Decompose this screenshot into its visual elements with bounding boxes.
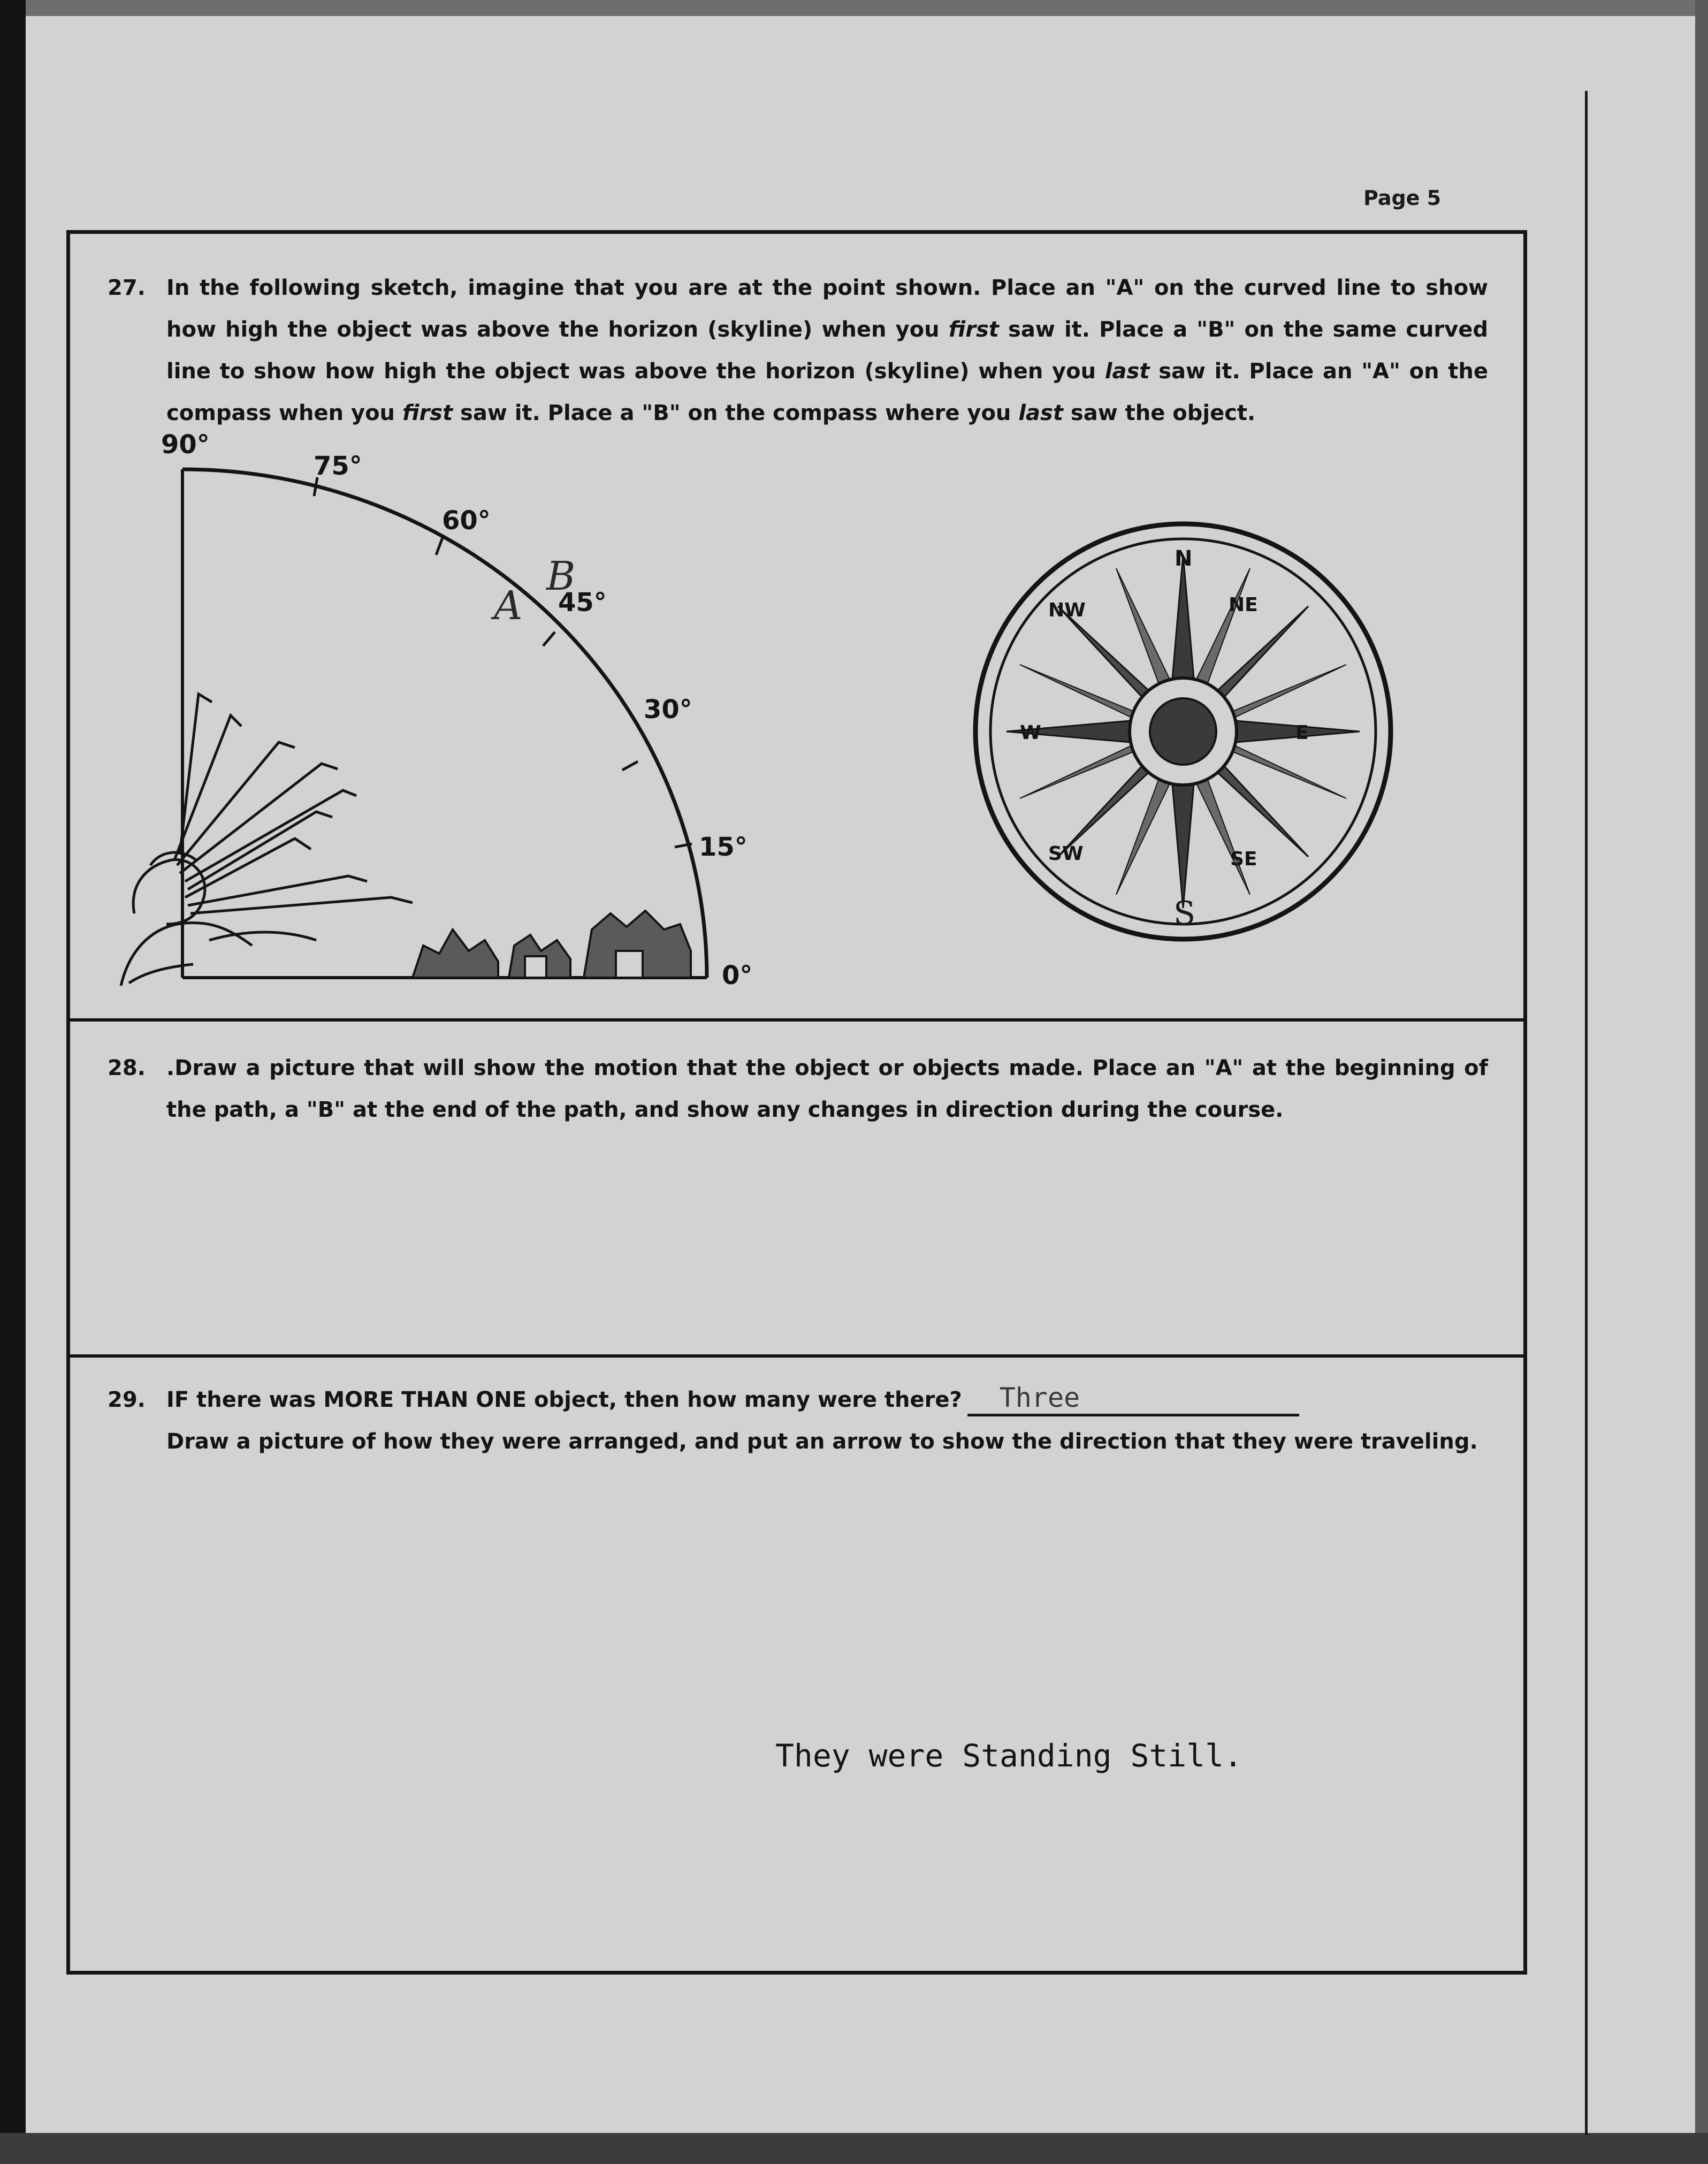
angle-15: 15° bbox=[699, 832, 748, 862]
scan-border-left bbox=[0, 0, 26, 2164]
angle-75: 75° bbox=[314, 451, 362, 481]
divider-27-28 bbox=[70, 1018, 1523, 1022]
question-28-number: 28. bbox=[108, 1056, 146, 1080]
count-answer-field[interactable]: Three bbox=[967, 1382, 1299, 1416]
question-29-number: 29. bbox=[108, 1388, 146, 1412]
q27-figures bbox=[70, 234, 1523, 1015]
compass-ne: NE bbox=[1229, 594, 1258, 616]
angle-0: 0° bbox=[722, 961, 753, 990]
compass-rose bbox=[975, 524, 1391, 939]
question-29 bbox=[108, 1379, 1488, 1462]
skyline-illustration bbox=[413, 911, 691, 978]
compass-w: W bbox=[1020, 722, 1041, 744]
scan-border-top bbox=[0, 0, 1708, 16]
question-29-line1: IF there was MORE THAN ONE object, then how many were there? Three bbox=[166, 1379, 1488, 1421]
question-28 bbox=[108, 1047, 1488, 1131]
typed-response: They were Standing Still. bbox=[775, 1738, 1242, 1774]
elevation-quadrant bbox=[161, 430, 752, 990]
observer-illustration bbox=[121, 694, 413, 986]
compass-se: SE bbox=[1230, 848, 1257, 870]
scan-border-right bbox=[1695, 0, 1708, 2164]
divider-28-29 bbox=[70, 1354, 1523, 1358]
handwritten-b-mark: B bbox=[546, 553, 576, 599]
angle-45: 45° bbox=[558, 588, 607, 618]
compass-nw: NW bbox=[1048, 599, 1086, 621]
questions-box bbox=[66, 230, 1527, 1975]
question-27-number: 27. bbox=[108, 276, 146, 300]
compass-n: N bbox=[1175, 546, 1193, 571]
angle-60: 60° bbox=[442, 506, 491, 536]
compass-s: S bbox=[1173, 895, 1196, 932]
page-edge-line bbox=[1585, 91, 1588, 2135]
angle-90: 90° bbox=[161, 430, 210, 460]
question-29-line2: Draw a picture of how they were arranged, and put an arrow to show the direction that they were traveling. bbox=[166, 1429, 1478, 1454]
compass-sw: SW bbox=[1048, 843, 1084, 865]
question-28-text: .Draw a picture that will show the motion that the object or objects made. Place an "A" at the beginning of the path, a "B" at the end of the path, and show any changes in direction during the course. bbox=[166, 1056, 1488, 1122]
handwritten-a-mark: A bbox=[494, 583, 523, 629]
scan-border-bottom bbox=[0, 2133, 1708, 2164]
compass-e: E bbox=[1295, 722, 1309, 744]
page-number: Page 5 bbox=[1363, 186, 1442, 210]
angle-30: 30° bbox=[644, 695, 692, 725]
question-27-text: In the following sketch, imagine that you are at the point shown. Place an "A" on the curved line to show how high the object was above the horizon (skyline) when you first saw it. Place a "B" on the same curved line to show how high the object was above the horizon (skyline) when you last saw it. Place an "A" on the compass when you first saw it. Place a "B" on the compass where you last saw the object. bbox=[166, 276, 1488, 425]
